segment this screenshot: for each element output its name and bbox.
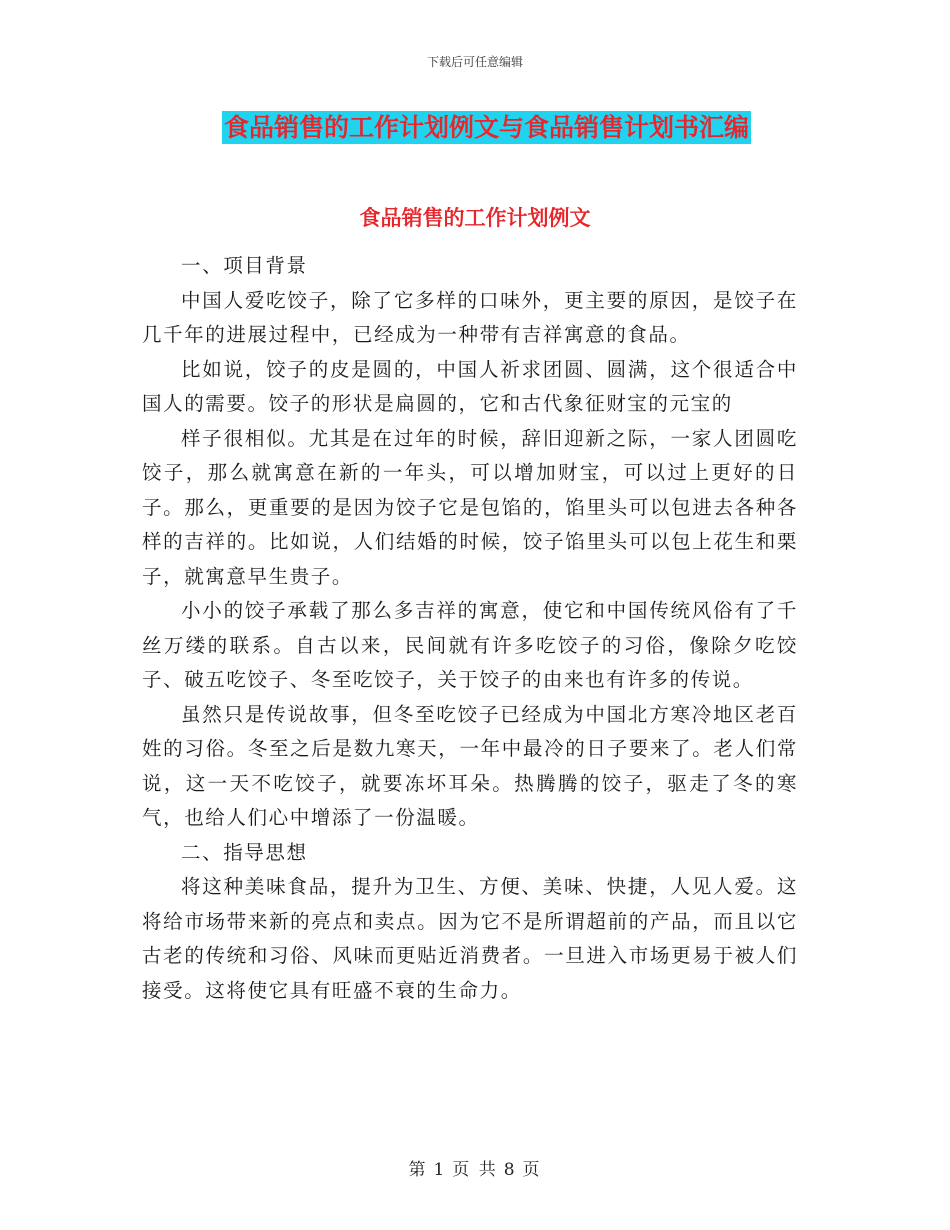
footer-page-number: 1 [433, 1160, 447, 1180]
section-heading-guiding-thought: 二、指导思想 [181, 840, 308, 864]
footer-middle: 页 共 [452, 1160, 498, 1180]
paragraph: 将这种美味食品，提升为卫生、方便、美味、快捷，人见人爱。这将给市场带来新的亮点和卖点。因为它不是所谓超前的产品，而且以它古老的传统和习俗、风味而更贴近消费者。一旦进入市场更易于被人们接受。这将使它具有旺盛不衰的生命力。 [142, 875, 798, 1002]
section-heading-background: 一、项目背景 [181, 254, 308, 277]
footer-total-pages: 8 [503, 1160, 517, 1180]
document-body [142, 249, 798, 1008]
header-note: 下载后可任意编辑 [426, 55, 523, 69]
paragraph: 虽然只是传说故事，但冬至吃饺子已经成为中国北方寒冷地区老百姓的习俗。冬至之后是数九寒天，一年中最冷的日子要来了。老人们常说，这一天不吃饺子，就要冻坏耳朵。热腾腾的饺子，驱走了冬的寒气，也给人们心中增添了一份温暖。 [142, 702, 798, 829]
main-title: 食品销售的工作计划例文与食品销售计划书汇编 [224, 113, 750, 142]
sub-title: 食品销售的工作计划例文 [359, 206, 591, 230]
page-footer [0, 1155, 950, 1180]
paragraph: 样子很相似。尤其是在过年的时候，辞旧迎新之际，一家人团圆吃饺子，那么就寓意在新的一年头，可以增加财宝，可以过上更好的日子。那么，更重要的是因为饺子它是包馅的，馅里头可以包进去各种各样的吉祥的。比如说，人们结婚的时候，饺子馅里头可以包上花生和栗子，就寓意早生贵子。 [142, 426, 798, 588]
paragraph: 中国人爱吃饺子，除了它多样的口味外，更主要的原因，是饺子在几千年的进展过程中，已经成为一种带有吉祥寓意的食品。 [142, 288, 798, 346]
paragraph: 小小的饺子承载了那么多吉祥的寓意，使它和中国传统风俗有了千丝万缕的联系。自古以来，民间就有许多吃饺子的习俗，像除夕吃饺子、破五吃饺子、冬至吃饺子，关于饺子的由来也有许多的传说。 [142, 599, 798, 691]
footer-suffix: 页 [522, 1160, 542, 1180]
paragraph: 比如说，饺子的皮是圆的，中国人祈求团圆、圆满，这个很适合中国人的需要。饺子的形状是扁圆的，它和古代象征财宝的元宝的 [142, 357, 798, 415]
footer-prefix: 第 [408, 1160, 428, 1180]
